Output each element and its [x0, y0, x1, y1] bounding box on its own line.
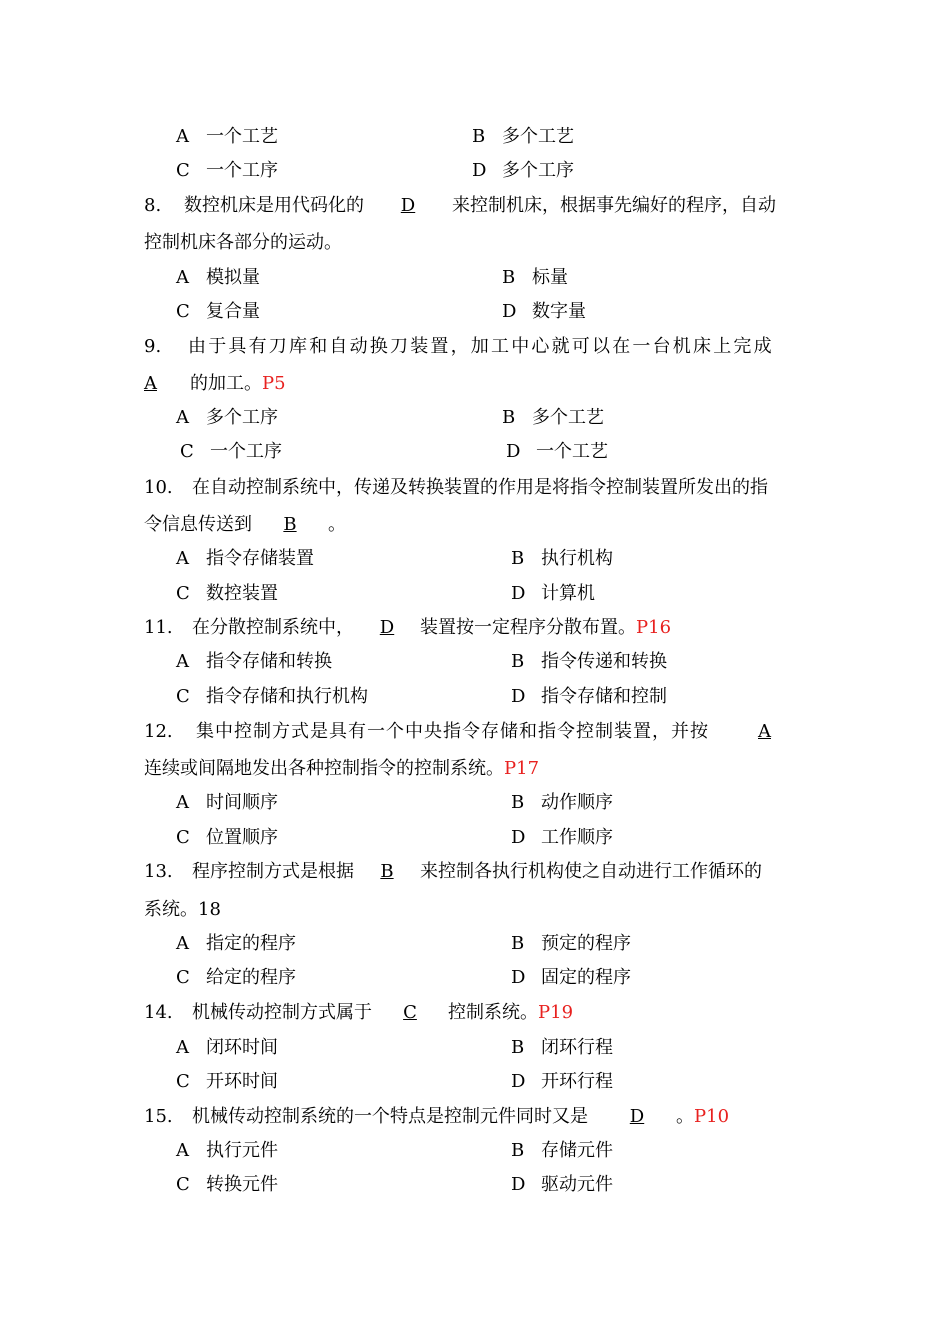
option-letter: A [176, 548, 189, 569]
option-q8-c [176, 301, 260, 323]
option-text: 时间顺序 [206, 792, 278, 813]
option-letter: C [180, 441, 194, 462]
answer-blank: B [283, 514, 297, 535]
option-letter: D [502, 301, 517, 322]
page-ref: P5 [262, 373, 286, 394]
option-text: 指令存储和执行机构 [206, 686, 368, 707]
option-letter: B [511, 1037, 525, 1058]
option-text: 多个工序 [206, 407, 278, 428]
option-letter: D [511, 583, 526, 604]
option-q7-b [472, 126, 574, 148]
option-q14-a [176, 1037, 278, 1059]
option-text: 动作顺序 [541, 792, 613, 813]
option-letter: A [176, 1140, 189, 1161]
option-letter: D [472, 160, 487, 181]
option-q14-b [511, 1037, 613, 1059]
option-q11-a [176, 651, 332, 673]
option-text: 一个工艺 [206, 126, 278, 147]
question-10: 10. 在自动控制系统中，传递及转换装置的作用是将指令控制装置所发出的指 [144, 477, 768, 498]
option-q9-a [176, 407, 278, 429]
option-letter: A [176, 267, 189, 288]
option-letter: C [176, 583, 190, 604]
option-text: 指令存储和控制 [541, 686, 667, 707]
page-ref: P16 [636, 617, 672, 638]
option-text: 一个工序 [210, 441, 282, 462]
option-text: 驱动元件 [541, 1174, 613, 1195]
question-number: 10. [144, 477, 173, 498]
option-letter: C [176, 686, 190, 707]
answer-blank: D [629, 1106, 645, 1127]
option-letter: B [511, 651, 525, 672]
answer-blank: A [758, 721, 771, 742]
question-number: 9. [144, 336, 162, 357]
question-9: 9. 由于具有刀库和自动换刀装置，加工中心就可以在一台机床上完成 [144, 336, 774, 357]
option-q9-b [502, 407, 604, 429]
question-15: 15. 机械传动控制系统的一个特点是控制元件同时又是 D 。P10 [144, 1106, 730, 1127]
question-13-cont: 系统。18 [144, 899, 221, 920]
option-q15-d [511, 1174, 613, 1196]
option-q13-a [176, 933, 296, 955]
option-letter: B [511, 1140, 525, 1161]
question-12-cont: 连续或间隔地发出各种控制指令的控制系统。P17 [144, 758, 540, 779]
option-text: 指定的程序 [206, 933, 296, 954]
option-q9-d [506, 441, 608, 463]
option-q11-c [176, 686, 368, 708]
option-text: 数控装置 [206, 583, 278, 604]
option-letter: D [511, 827, 526, 848]
option-letter: C [176, 1174, 190, 1195]
option-text: 数字量 [532, 301, 586, 322]
option-letter: B [472, 126, 486, 147]
question-14: 14. 机械传动控制方式属于 C 控制系统。P19 [144, 1002, 574, 1023]
question-number: 15. [144, 1106, 173, 1127]
question-9-cont: A 的加工。P5 [144, 373, 286, 394]
option-letter: B [502, 407, 516, 428]
question-13: 13. 程序控制方式是根据 B 来控制各执行机构使之自动进行工作循环的 [144, 861, 762, 882]
option-q15-b [511, 1140, 613, 1162]
option-text: 开环时间 [206, 1071, 278, 1092]
option-letter: B [511, 548, 525, 569]
option-q8-b [502, 267, 568, 289]
option-text: 执行元件 [206, 1140, 278, 1161]
option-letter: D [511, 1071, 526, 1092]
option-text: 一个工序 [206, 160, 278, 181]
option-q15-c [176, 1174, 278, 1196]
option-letter: A [176, 1037, 189, 1058]
page-ref: P17 [504, 758, 540, 779]
option-q7-c [176, 160, 278, 182]
question-8: 8. 数控机床是用代码化的 D 来控制机床，根据事先编好的程序，自动 [144, 195, 776, 216]
page-ref: P19 [538, 1002, 574, 1023]
option-q13-d [511, 967, 631, 989]
option-q12-d [511, 827, 613, 849]
question-number: 14. [144, 1002, 173, 1023]
answer-blank: D [400, 195, 416, 216]
question-12: 12. 集中控制方式是具有一个中央指令存储和指令控制装置，并按 A [144, 721, 771, 742]
option-q13-b [511, 933, 631, 955]
option-text: 转换元件 [206, 1174, 278, 1195]
option-text: 执行机构 [541, 548, 613, 569]
option-text: 多个工艺 [532, 407, 604, 428]
option-letter: A [176, 933, 189, 954]
option-q14-c [176, 1071, 278, 1093]
option-text: 多个工序 [502, 160, 574, 181]
option-q15-a [176, 1140, 278, 1162]
option-text: 计算机 [541, 583, 595, 604]
option-text: 位置顺序 [206, 827, 278, 848]
option-q12-b [511, 792, 613, 814]
option-letter: C [176, 160, 190, 181]
option-text: 固定的程序 [541, 967, 631, 988]
option-letter: C [176, 967, 190, 988]
answer-blank: C [403, 1002, 417, 1023]
option-text: 预定的程序 [541, 933, 631, 954]
option-text: 指令存储和转换 [206, 651, 332, 672]
option-q11-b [511, 651, 667, 673]
question-8-cont: 控制机床各部分的运动。 [144, 232, 342, 253]
option-letter: C [176, 301, 190, 322]
option-letter: C [176, 827, 190, 848]
option-text: 给定的程序 [206, 967, 296, 988]
option-letter: A [176, 651, 189, 672]
option-q7-a [176, 126, 278, 148]
option-q13-c [176, 967, 296, 989]
option-letter: B [511, 933, 525, 954]
option-q10-a [176, 548, 314, 570]
option-text: 多个工艺 [502, 126, 574, 147]
option-text: 模拟量 [206, 267, 260, 288]
option-text: 标量 [532, 267, 568, 288]
option-letter: B [502, 267, 516, 288]
option-q10-d [511, 583, 595, 605]
option-q9-c [180, 441, 282, 463]
option-q8-d [502, 301, 586, 323]
option-letter: A [176, 792, 189, 813]
option-q12-a [176, 792, 278, 814]
question-number: 12. [144, 721, 173, 742]
option-letter: B [511, 792, 525, 813]
answer-blank: A [144, 373, 157, 394]
option-text: 工作顺序 [541, 827, 613, 848]
question-number: 8. [144, 195, 162, 216]
option-letter: D [511, 967, 526, 988]
option-text: 指令存储装置 [206, 548, 314, 569]
option-letter: A [176, 407, 189, 428]
option-letter: D [511, 1174, 526, 1195]
answer-blank: D [379, 617, 395, 638]
option-q14-d [511, 1071, 613, 1093]
option-text: 指令传递和转换 [541, 651, 667, 672]
option-text: 一个工艺 [536, 441, 608, 462]
question-10-cont: 令信息传送到 B 。 [144, 514, 346, 535]
option-q12-c [176, 827, 278, 849]
option-q10-c [176, 583, 278, 605]
question-number: 11. [144, 617, 173, 638]
option-q7-d [472, 160, 574, 182]
option-letter: A [176, 126, 189, 147]
question-11: 11. 在分散控制系统中， D 装置按一定程序分散布置。P16 [144, 617, 672, 638]
option-text: 开环行程 [541, 1071, 613, 1092]
option-q10-b [511, 548, 613, 570]
option-text: 存储元件 [541, 1140, 613, 1161]
option-q11-d [511, 686, 667, 708]
answer-blank: B [380, 861, 394, 882]
option-letter: D [506, 441, 521, 462]
option-q8-a [176, 267, 260, 289]
page-ref: P10 [694, 1106, 730, 1127]
question-number: 13. [144, 861, 173, 882]
option-text: 闭环时间 [206, 1037, 278, 1058]
option-text: 闭环行程 [541, 1037, 613, 1058]
option-letter: C [176, 1071, 190, 1092]
option-letter: D [511, 686, 526, 707]
option-text: 复合量 [206, 301, 260, 322]
